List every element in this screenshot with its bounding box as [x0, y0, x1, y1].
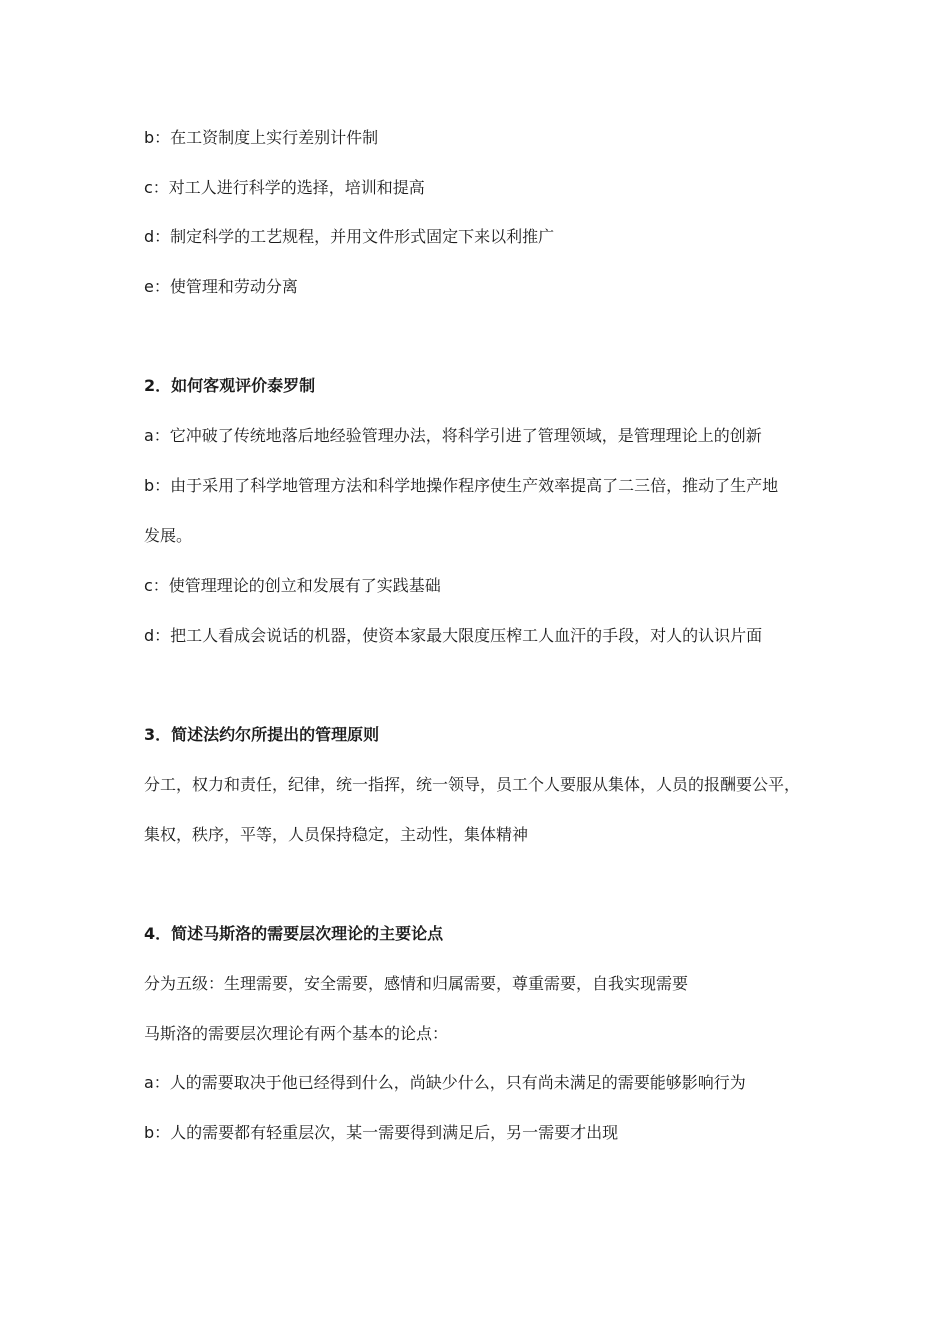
section2-item-b-continued: 发展。 [144, 526, 193, 545]
section3-paragraph-line-1: 分工，权力和责任，纪律，统一指挥，统一领导，员工个人要服从集体，人员的报酬要公平， [144, 775, 801, 794]
section4-intro: 马斯洛的需要层次理论有两个基本的论点： [144, 1024, 449, 1043]
section4-heading: 4．简述马斯洛的需要层次理论的主要论点 [144, 924, 444, 943]
section4-item-b: b：人的需要都有轻重层次，某一需要得到满足后，另一需要才出现 [144, 1123, 619, 1142]
section1-item-d: d：制定科学的工艺规程，并用文件形式固定下来以利推广 [144, 227, 555, 246]
section4-levels: 分为五级：生理需要，安全需要，感情和归属需要，尊重需要，自我实现需要 [144, 974, 689, 993]
section4-item-a: a：人的需要取决于他已经得到什么，尚缺少什么，只有尚未满足的需要能够影响行为 [144, 1073, 746, 1092]
section2-item-b: b：由于采用了科学地管理方法和科学地操作程序使生产效率提高了二三倍，推动了生产地 [144, 476, 779, 495]
section1-item-c: c：对工人进行科学的选择，培训和提高 [144, 178, 425, 197]
section2-item-a: a：它冲破了传统地落后地经验管理办法，将科学引进了管理领域，是管理理论上的创新 [144, 426, 762, 445]
section2-item-d: d：把工人看成会说话的机器，使资本家最大限度压榨工人血汗的手段，对人的认识片面 [144, 626, 763, 645]
section1-item-e: e：使管理和劳动分离 [144, 277, 298, 296]
section1-item-b: b：在工资制度上实行差别计件制 [144, 128, 379, 147]
section3-paragraph-line-2: 集权，秩序，平等，人员保持稳定，主动性，集体精神 [144, 825, 529, 844]
section3-heading: 3．简述法约尔所提出的管理原则 [144, 725, 380, 744]
section2-heading: 2．如何客观评价泰罗制 [144, 376, 316, 395]
section2-item-c: c：使管理理论的创立和发展有了实践基础 [144, 576, 441, 595]
